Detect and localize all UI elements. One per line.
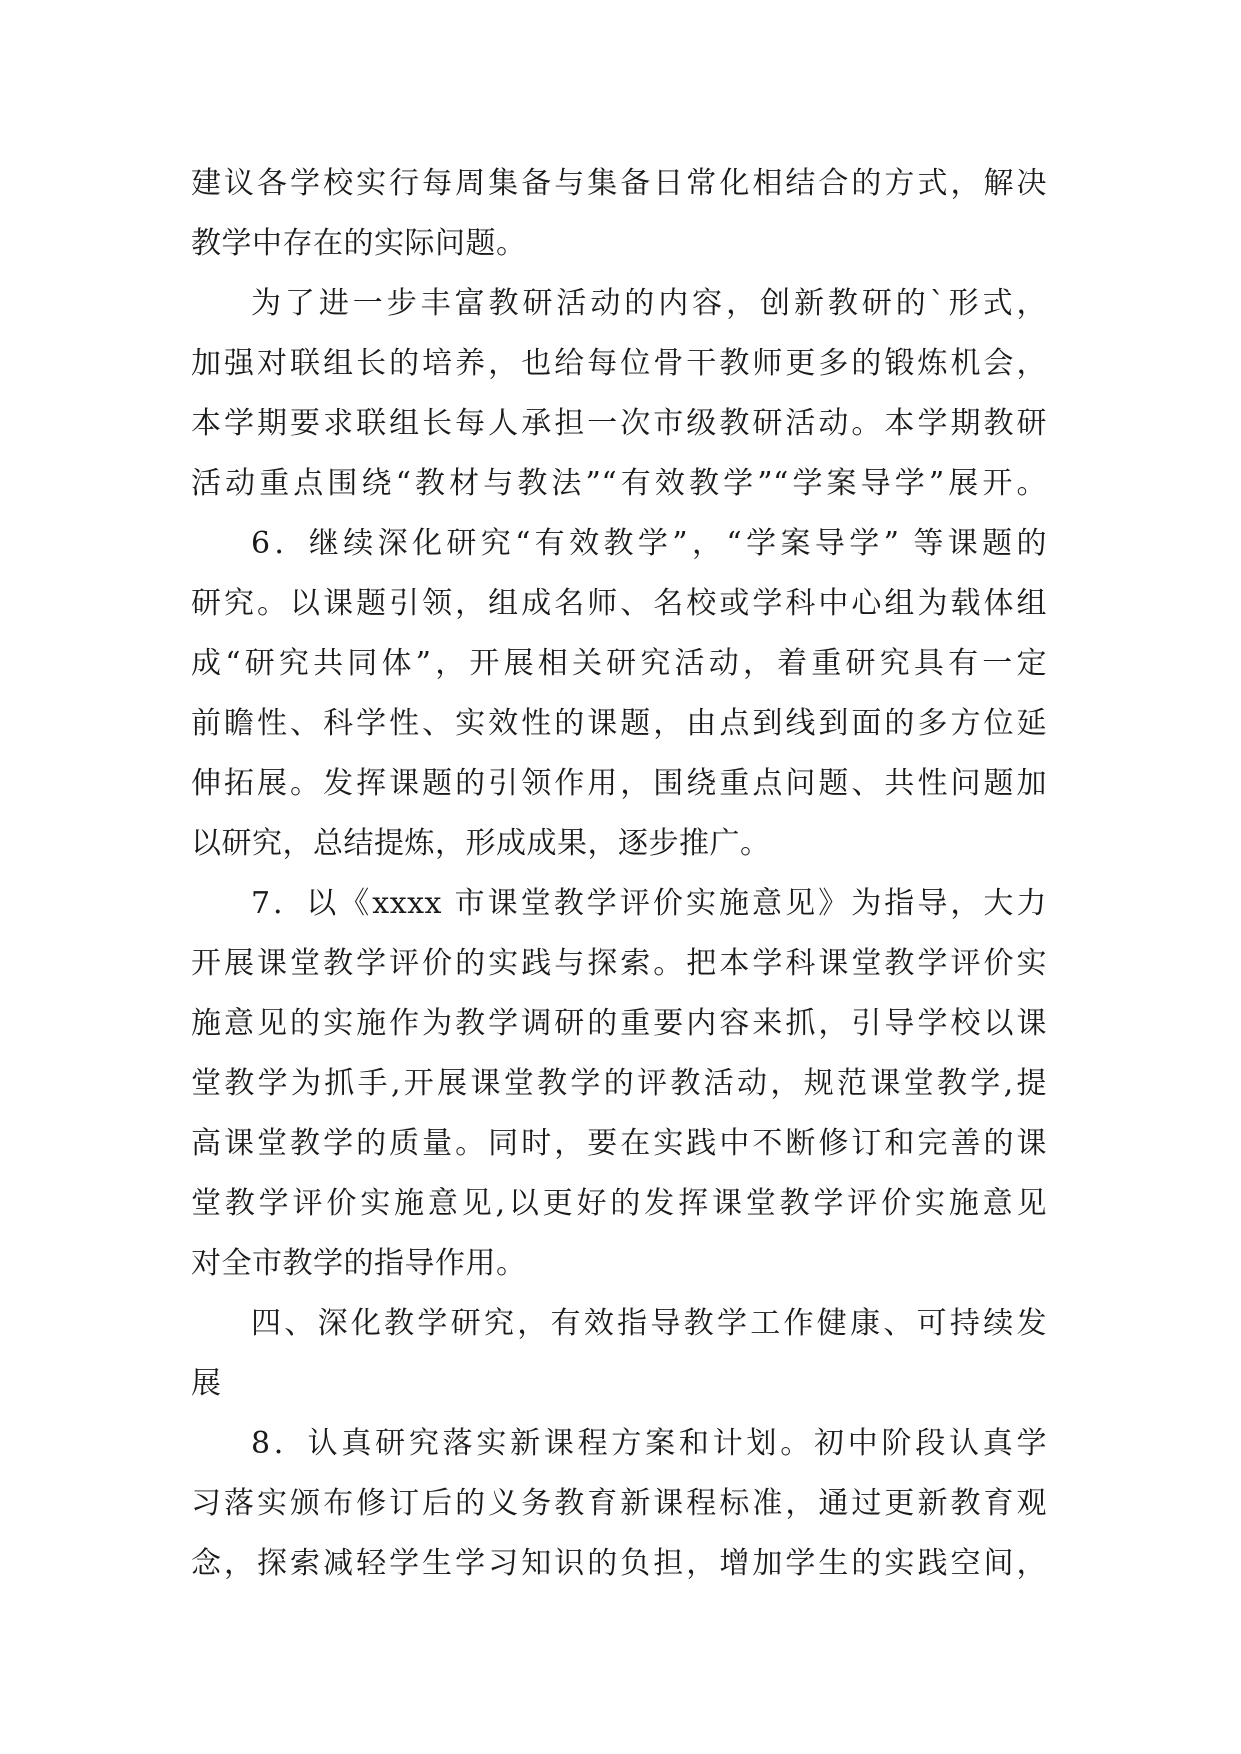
- text-line: 对全市教学的指导作用。: [191, 1246, 527, 1281]
- text-line: 堂教学为抓手,开展课堂教学的评教活动，规范课堂教学,提: [191, 1066, 1047, 1101]
- text-line: 堂教学评价实施意见,以更好的发挥课堂教学评价实施意见: [191, 1186, 1047, 1221]
- text-line: 建议各学校实行每周集备与集备日常化相结合的方式，解决: [191, 166, 1047, 201]
- text-line: 高课堂教学的质量。同时，要在实践中不断修订和完善的课: [191, 1126, 1047, 1161]
- text-line: 7．以《xxxx 市课堂教学评价实施意见》为指导，大力: [251, 886, 1047, 921]
- text-line: 以研究，总结提炼，形成成果，逐步推广。: [191, 826, 771, 861]
- text-line: 本学期要求联组长每人承担一次市级教研活动。本学期教研: [191, 406, 1047, 441]
- text-line: 为了进一步丰富教研活动的内容，创新教研的`形式，: [251, 286, 1047, 321]
- text-line: 开展课堂教学评价的实践与探索。把本学科课堂教学评价实: [191, 946, 1047, 981]
- text-line: 活动重点围绕“教材与教法”“有效教学”“学案导学”展开。: [191, 466, 1047, 501]
- section-heading-line: 展: [191, 1366, 222, 1401]
- text-line: 研究。以课题引领，组成名师、名校或学科中心组为载体组: [191, 586, 1047, 621]
- text-line: 伸拓展。发挥课题的引领作用，围绕重点问题、共性问题加: [191, 766, 1047, 801]
- text-line: 成“研究共同体”，开展相关研究活动，着重研究具有一定: [191, 646, 1047, 681]
- text-line: 加强对联组长的培养，也给每位骨干教师更多的锻炼机会，: [191, 346, 1047, 381]
- text-line: 施意见的实施作为教学调研的重要内容来抓，引导学校以课: [191, 1006, 1047, 1041]
- section-heading-line: 四、深化教学研究，有效指导教学工作健康、可持续发: [251, 1306, 1047, 1341]
- text-line: 习落实颁布修订后的义务教育新课程标准，通过更新教育观: [191, 1486, 1047, 1521]
- text-line: 教学中存在的实际问题。: [191, 226, 527, 261]
- text-line: 8．认真研究落实新课程方案和计划。初中阶段认真学: [251, 1426, 1047, 1461]
- body-text: [191, 154, 1047, 1594]
- text-line: 念，探索减轻学生学习知识的负担，增加学生的实践空间，: [191, 1546, 1047, 1581]
- text-line: 6．继续深化研究“有效教学”，“学案导学” 等课题的: [251, 526, 1047, 561]
- text-line: 前瞻性、科学性、实效性的课题，由点到线到面的多方位延: [191, 706, 1047, 741]
